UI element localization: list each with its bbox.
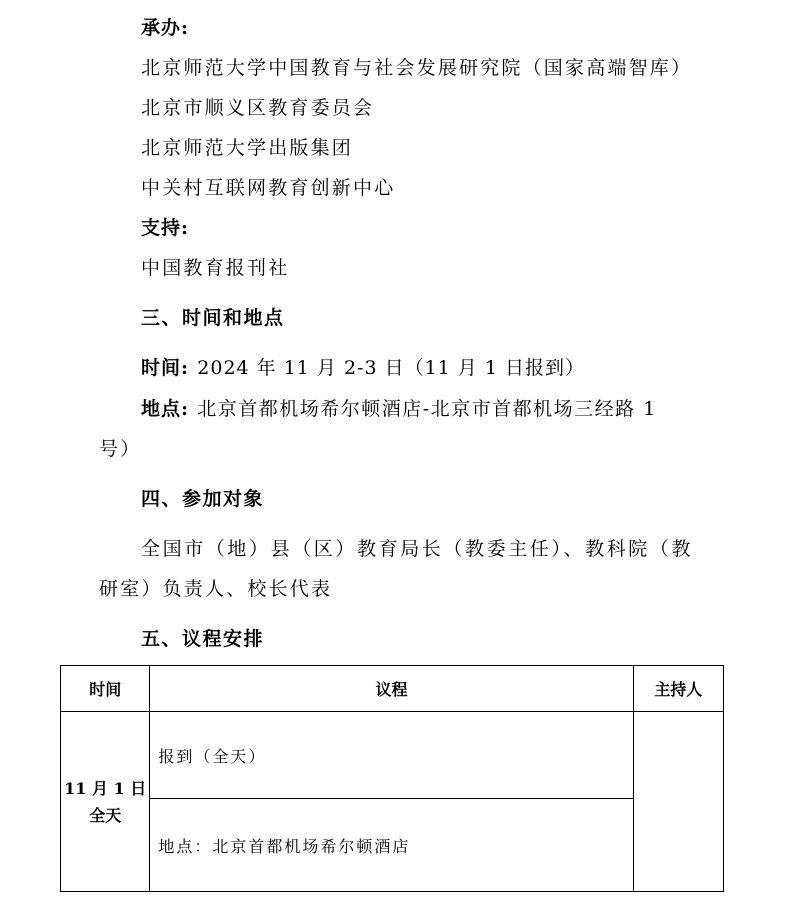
- place-value-continued: 号）: [99, 438, 142, 460]
- participants-text: 全国市（地）县（区）教育局长（教委主任）、教科院（教: [141, 538, 694, 560]
- table-row: [61, 712, 724, 799]
- section-heading-time-place: 三、时间和地点: [141, 307, 285, 329]
- section-heading-agenda: 五、议程安排: [141, 628, 265, 650]
- section-heading-participants: 四、参加对象: [141, 488, 265, 510]
- organizer-item: 中关村互联网教育创新中心: [141, 177, 396, 199]
- organizers-label: 承办:: [141, 17, 190, 39]
- time-label: 时间:: [141, 357, 190, 379]
- place-label: 地点:: [141, 398, 190, 420]
- column-header-host: 主持人: [633, 666, 723, 712]
- agenda-host-cell: [633, 712, 723, 892]
- agenda-date: 11 月 1 日: [64, 778, 147, 798]
- time-value: 2024 年 11 月 2-3 日（11 月 1 日报到）: [197, 357, 585, 379]
- agenda-item: 地点：北京首都机场希尔顿酒店: [150, 799, 633, 892]
- event-time-line: [141, 356, 585, 380]
- table-header-row: [61, 666, 724, 712]
- column-header-agenda: 议程: [150, 666, 633, 712]
- agenda-time-cell: [61, 712, 150, 892]
- table-row: [61, 799, 724, 892]
- support-item: 中国教育报刊社: [141, 257, 290, 279]
- organizer-item: 北京师范大学中国教育与社会发展研究院（国家高端智库）: [141, 57, 693, 79]
- column-header-time: 时间: [61, 666, 150, 712]
- support-label: 支持:: [141, 217, 190, 239]
- organizer-item: 北京师范大学出版集团: [141, 137, 354, 159]
- organizer-item: 北京市顺义区教育委员会: [141, 97, 375, 119]
- agenda-item: 报到（全天）: [150, 712, 633, 799]
- agenda-table: [60, 665, 724, 892]
- place-value: 北京首都机场希尔顿酒店-北京市首都机场三经路 1: [197, 398, 657, 420]
- event-place-line: [141, 397, 657, 421]
- participants-text-continued: 研室）负责人、校长代表: [99, 578, 333, 600]
- agenda-date-period: 全天: [89, 805, 122, 825]
